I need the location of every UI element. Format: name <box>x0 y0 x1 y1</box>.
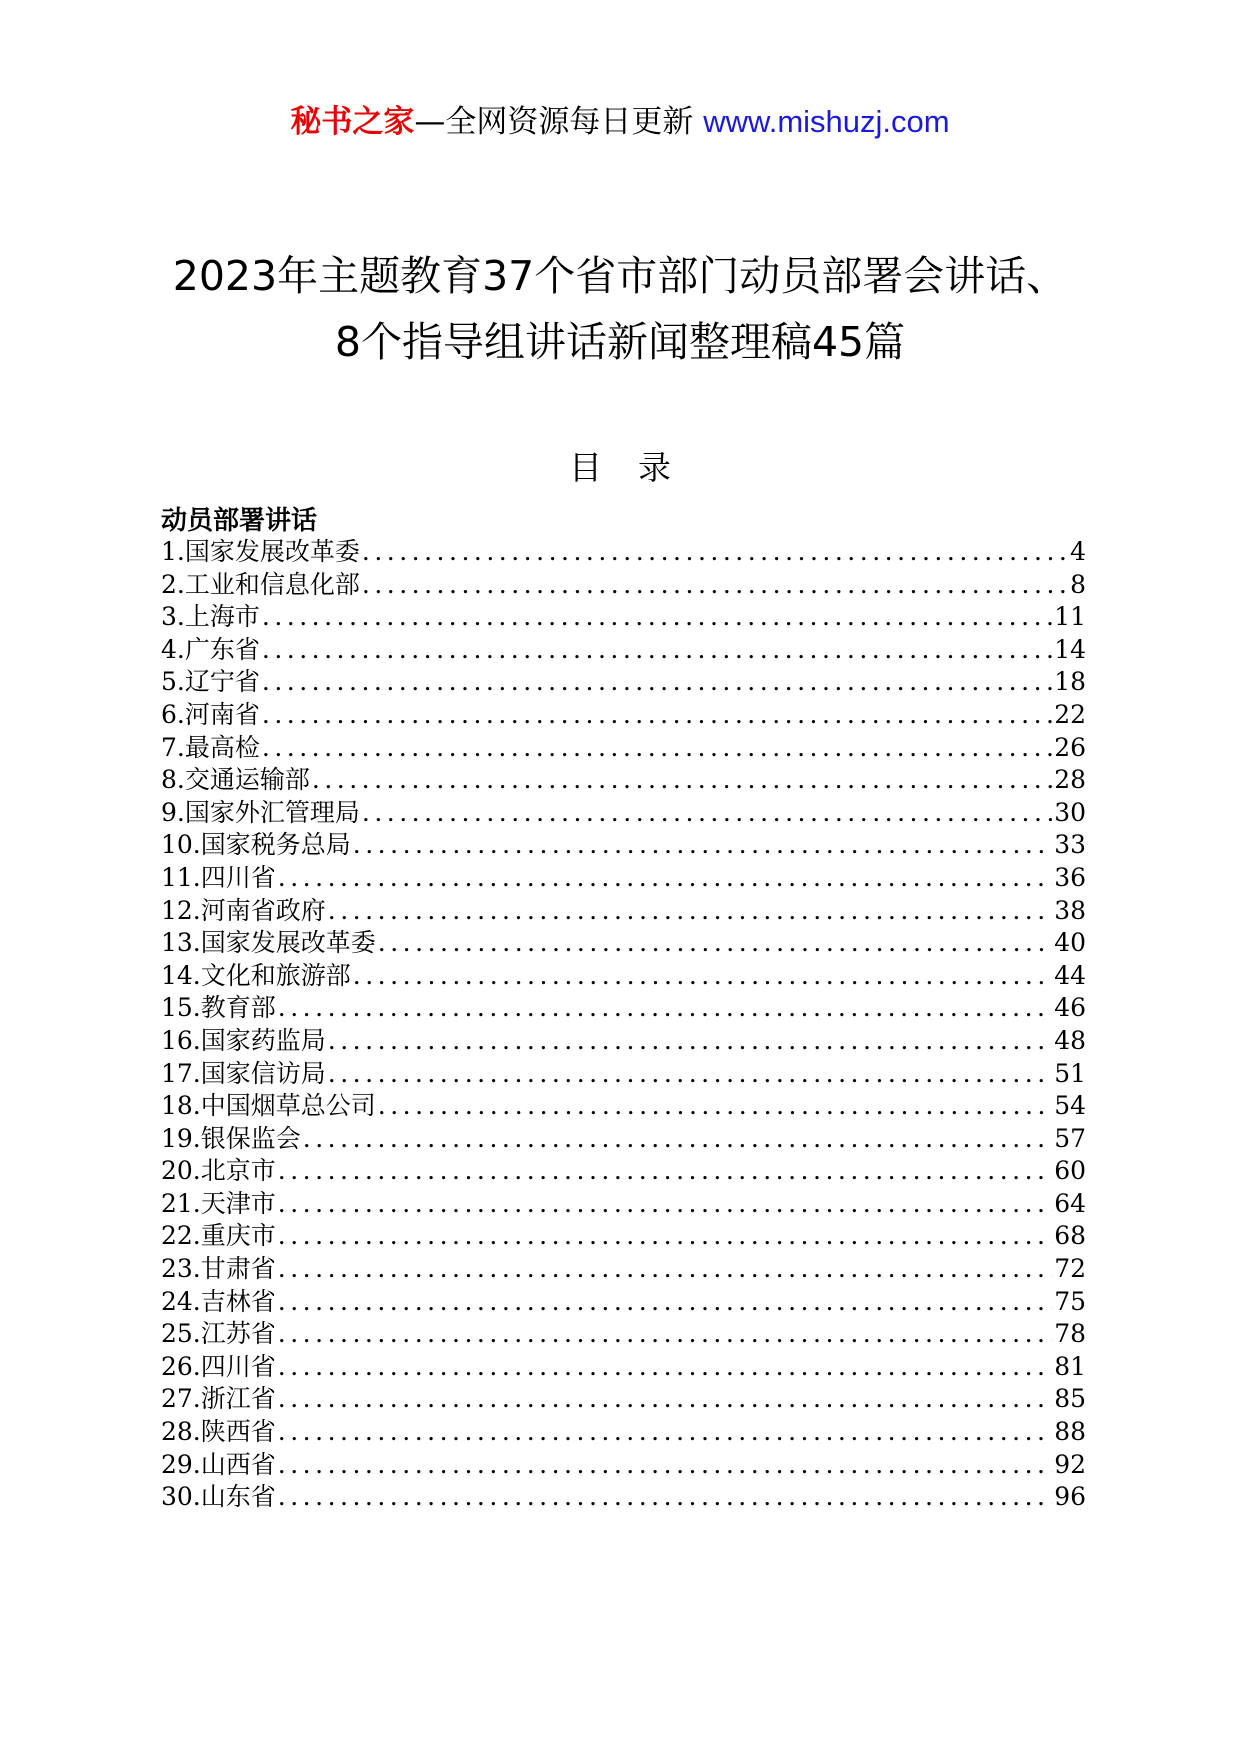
toc-entry[interactable] <box>161 732 1086 765</box>
site-brand: 秘书之家 <box>290 104 415 140</box>
toc-entry-title: 国家信访局 <box>200 1058 326 1088</box>
toc-entry-title: 交通运输部 <box>184 765 310 795</box>
toc-dot-leader <box>262 699 1052 732</box>
toc-entry-number: 10. <box>161 830 201 860</box>
toc-dot-leader <box>328 1025 1052 1058</box>
toc-entry[interactable] <box>161 960 1086 993</box>
toc-entry-title: 最高检 <box>184 732 260 762</box>
toc-entry[interactable] <box>161 927 1086 960</box>
toc-dot-leader <box>378 927 1052 960</box>
toc-dot-leader <box>278 1286 1052 1319</box>
toc-entry-number: 29. <box>161 1449 201 1479</box>
toc-entry-title: 河南省政府 <box>200 895 326 925</box>
toc-entry[interactable] <box>161 895 1086 928</box>
toc-dot-leader <box>278 1416 1052 1449</box>
toc-entry[interactable] <box>161 1416 1086 1449</box>
toc-entry-page-number: 57 <box>1054 1123 1086 1153</box>
toc-entry-number: 7. <box>161 732 185 762</box>
toc-dot-leader <box>278 1253 1052 1286</box>
toc-entry-number: 8. <box>161 765 185 795</box>
toc-entry-title: 国家发展改革委 <box>184 537 360 566</box>
toc-list <box>161 536 1086 1514</box>
toc-entry-number: 23. <box>161 1254 201 1284</box>
toc-entry-page-number: 14 <box>1054 634 1086 664</box>
toc-dot-leader <box>262 732 1052 765</box>
toc-entry-page-number: 4 <box>1070 537 1086 566</box>
document-title-line-2: 8个指导组讲话新闻整理稿45篇 <box>334 318 906 366</box>
document-title-line-1: 2023年主题教育37个省市部门动员部署会讲话、 <box>172 252 1068 300</box>
toc-entry[interactable] <box>161 634 1086 667</box>
toc-dot-leader <box>278 1383 1052 1416</box>
toc-entry[interactable] <box>161 1025 1086 1058</box>
toc-entry[interactable] <box>161 601 1086 634</box>
toc-dot-leader <box>262 666 1052 699</box>
toc-entry[interactable] <box>161 1383 1086 1416</box>
toc-entry-number: 27. <box>161 1384 201 1414</box>
toc-dot-leader <box>278 1449 1052 1482</box>
toc-dot-leader <box>378 1090 1052 1123</box>
toc-entry-page-number: 75 <box>1054 1286 1086 1316</box>
toc-entry[interactable] <box>161 829 1086 862</box>
toc-heading <box>0 445 1240 491</box>
toc-entry-page-number: 22 <box>1054 699 1086 729</box>
toc-entry[interactable] <box>161 1220 1086 1253</box>
toc-entry-number: 12. <box>161 895 201 925</box>
toc-entry-page-number: 88 <box>1054 1417 1086 1447</box>
toc-entry-number: 28. <box>161 1417 201 1447</box>
toc-entry[interactable] <box>161 569 1086 602</box>
toc-entry-number: 21. <box>161 1188 201 1218</box>
toc-entry-title: 教育部 <box>200 993 276 1023</box>
toc-entry-title: 辽宁省 <box>184 667 260 697</box>
toc-dot-leader <box>278 1351 1052 1384</box>
toc-entry[interactable] <box>161 1351 1086 1384</box>
toc-entry[interactable] <box>161 992 1086 1025</box>
toc-section-label: 动员部署讲话 <box>161 506 318 536</box>
toc-entry[interactable] <box>161 1253 1086 1286</box>
toc-entry-number: 5. <box>161 667 185 697</box>
toc-entry-page-number: 8 <box>1070 569 1086 599</box>
toc-entry[interactable] <box>161 1188 1086 1221</box>
toc-entry[interactable] <box>161 1058 1086 1091</box>
toc-entry[interactable] <box>161 1481 1086 1514</box>
toc-entry-title: 北京市 <box>200 1156 276 1186</box>
toc-entry-number: 11. <box>161 862 201 892</box>
toc-dot-leader <box>278 862 1052 895</box>
toc-entry-page-number: 26 <box>1054 732 1086 762</box>
toc-entry-title: 文化和旅游部 <box>200 960 351 990</box>
toc-entry-number: 15. <box>161 993 201 1023</box>
site-tagline: —全网资源每日更新 <box>414 104 704 140</box>
toc-entry-number: 18. <box>161 1091 201 1121</box>
toc-entry-page-number: 33 <box>1054 830 1086 860</box>
toc-dot-leader <box>328 1058 1052 1091</box>
toc-entry-page-number: 38 <box>1054 895 1086 925</box>
toc-dot-leader <box>278 1188 1052 1221</box>
toc-entry-page-number: 85 <box>1054 1384 1086 1414</box>
toc-entry-page-number: 11 <box>1054 602 1086 632</box>
toc-dot-leader <box>262 634 1052 667</box>
site-banner <box>0 100 1240 144</box>
toc-entry-title: 银保监会 <box>200 1123 301 1153</box>
toc-entry-number: 25. <box>161 1319 201 1349</box>
toc-dot-leader <box>278 1220 1052 1253</box>
toc-entry-page-number: 30 <box>1054 797 1086 827</box>
toc-entry-page-number: 64 <box>1054 1188 1086 1218</box>
toc-entry-number: 22. <box>161 1221 201 1251</box>
toc-entry-page-number: 44 <box>1054 960 1086 990</box>
toc-entry-page-number: 72 <box>1054 1254 1086 1284</box>
toc-dot-leader <box>312 764 1052 797</box>
toc-entry-page-number: 96 <box>1054 1482 1086 1512</box>
toc-entry-number: 24. <box>161 1286 201 1316</box>
toc-entry-title: 工业和信息化部 <box>184 569 360 599</box>
toc-entry-page-number: 46 <box>1054 993 1086 1023</box>
toc-entry-number: 26. <box>161 1351 201 1381</box>
toc-entry[interactable] <box>161 699 1086 732</box>
toc-entry-title: 山东省 <box>200 1482 276 1512</box>
toc-entry-number: 14. <box>161 960 201 990</box>
toc-entry-page-number: 78 <box>1054 1319 1086 1349</box>
site-url-link[interactable]: www.mishuzj.com <box>703 104 950 139</box>
toc-entry-number: 19. <box>161 1123 201 1153</box>
toc-entry-title: 四川省 <box>200 1351 276 1381</box>
toc-dot-leader <box>362 569 1068 602</box>
toc-entry-number: 6. <box>161 699 185 729</box>
toc-entry-title: 四川省 <box>200 862 276 892</box>
toc-entry-page-number: 54 <box>1054 1091 1086 1121</box>
toc-entry-title: 上海市 <box>184 602 260 632</box>
toc-entry[interactable] <box>161 764 1086 797</box>
toc-entry-page-number: 81 <box>1054 1351 1086 1381</box>
toc-entry[interactable] <box>161 862 1086 895</box>
toc-entry-title: 河南省 <box>184 699 260 729</box>
toc-entry[interactable] <box>161 1449 1086 1482</box>
toc-entry-number: 9. <box>161 797 185 827</box>
toc-entry-number: 13. <box>161 928 201 958</box>
toc-entry-number: 16. <box>161 1025 201 1055</box>
toc-entry-page-number: 48 <box>1054 1025 1086 1055</box>
toc-entry-title: 山西省 <box>200 1449 276 1479</box>
toc-entry[interactable] <box>161 666 1086 699</box>
toc-dot-leader <box>278 1481 1052 1514</box>
toc-entry-title: 浙江省 <box>200 1384 276 1414</box>
toc-entry-title: 吉林省 <box>200 1286 276 1316</box>
toc-entry-title: 陕西省 <box>200 1417 276 1447</box>
toc-dot-leader <box>278 1155 1052 1188</box>
toc-entry-number: 20. <box>161 1156 201 1186</box>
toc-entry-page-number: 40 <box>1054 928 1086 958</box>
toc-entry-page-number: 92 <box>1054 1449 1086 1479</box>
toc-entry[interactable] <box>161 1090 1086 1123</box>
toc-entry-number: 4. <box>161 634 185 664</box>
toc-entry[interactable] <box>161 1318 1086 1351</box>
toc-heading-char-1: 目 <box>569 448 602 487</box>
toc-dot-leader <box>362 536 1068 569</box>
toc-entry-title: 天津市 <box>200 1188 276 1218</box>
toc-entry-title: 中国烟草总公司 <box>200 1091 376 1121</box>
toc-dot-leader <box>278 992 1052 1025</box>
toc-entry[interactable] <box>161 536 1086 569</box>
toc-entry-title: 广东省 <box>184 634 260 664</box>
toc-dot-leader <box>328 895 1052 928</box>
toc-dot-leader <box>353 960 1052 993</box>
toc-entry-number: 2. <box>161 569 185 599</box>
toc-dot-leader <box>353 829 1052 862</box>
toc-entry-page-number: 68 <box>1054 1221 1086 1251</box>
toc-dot-leader <box>303 1123 1052 1156</box>
toc-entry-number: 30. <box>161 1482 201 1512</box>
toc-entry-page-number: 36 <box>1054 862 1086 892</box>
toc-entry[interactable] <box>161 797 1086 830</box>
toc-entry-page-number: 28 <box>1054 765 1086 795</box>
toc-entry-page-number: 18 <box>1054 667 1086 697</box>
toc-entry-title: 国家税务总局 <box>200 830 351 860</box>
toc-entry-title: 重庆市 <box>200 1221 276 1251</box>
toc-entry-page-number: 60 <box>1054 1156 1086 1186</box>
toc-entry-title: 国家外汇管理局 <box>184 797 360 827</box>
toc-entry-title: 江苏省 <box>200 1319 276 1349</box>
toc-dot-leader <box>262 601 1052 634</box>
toc-entry-number: 17. <box>161 1058 201 1088</box>
toc-entry[interactable] <box>161 1123 1086 1156</box>
toc-heading-char-2: 录 <box>638 448 671 487</box>
toc-entry-title: 国家发展改革委 <box>200 928 376 958</box>
toc-entry-title: 国家药监局 <box>200 1025 326 1055</box>
toc-entry-number: 1. <box>161 537 185 566</box>
toc-dot-leader <box>362 797 1052 830</box>
toc-entry[interactable] <box>161 1286 1086 1319</box>
toc-dot-leader <box>278 1318 1052 1351</box>
toc-entry-page-number: 51 <box>1054 1058 1086 1088</box>
toc-entry[interactable] <box>161 1155 1086 1188</box>
toc-entry-number: 3. <box>161 602 185 632</box>
toc-entry-title: 甘肃省 <box>200 1254 276 1284</box>
